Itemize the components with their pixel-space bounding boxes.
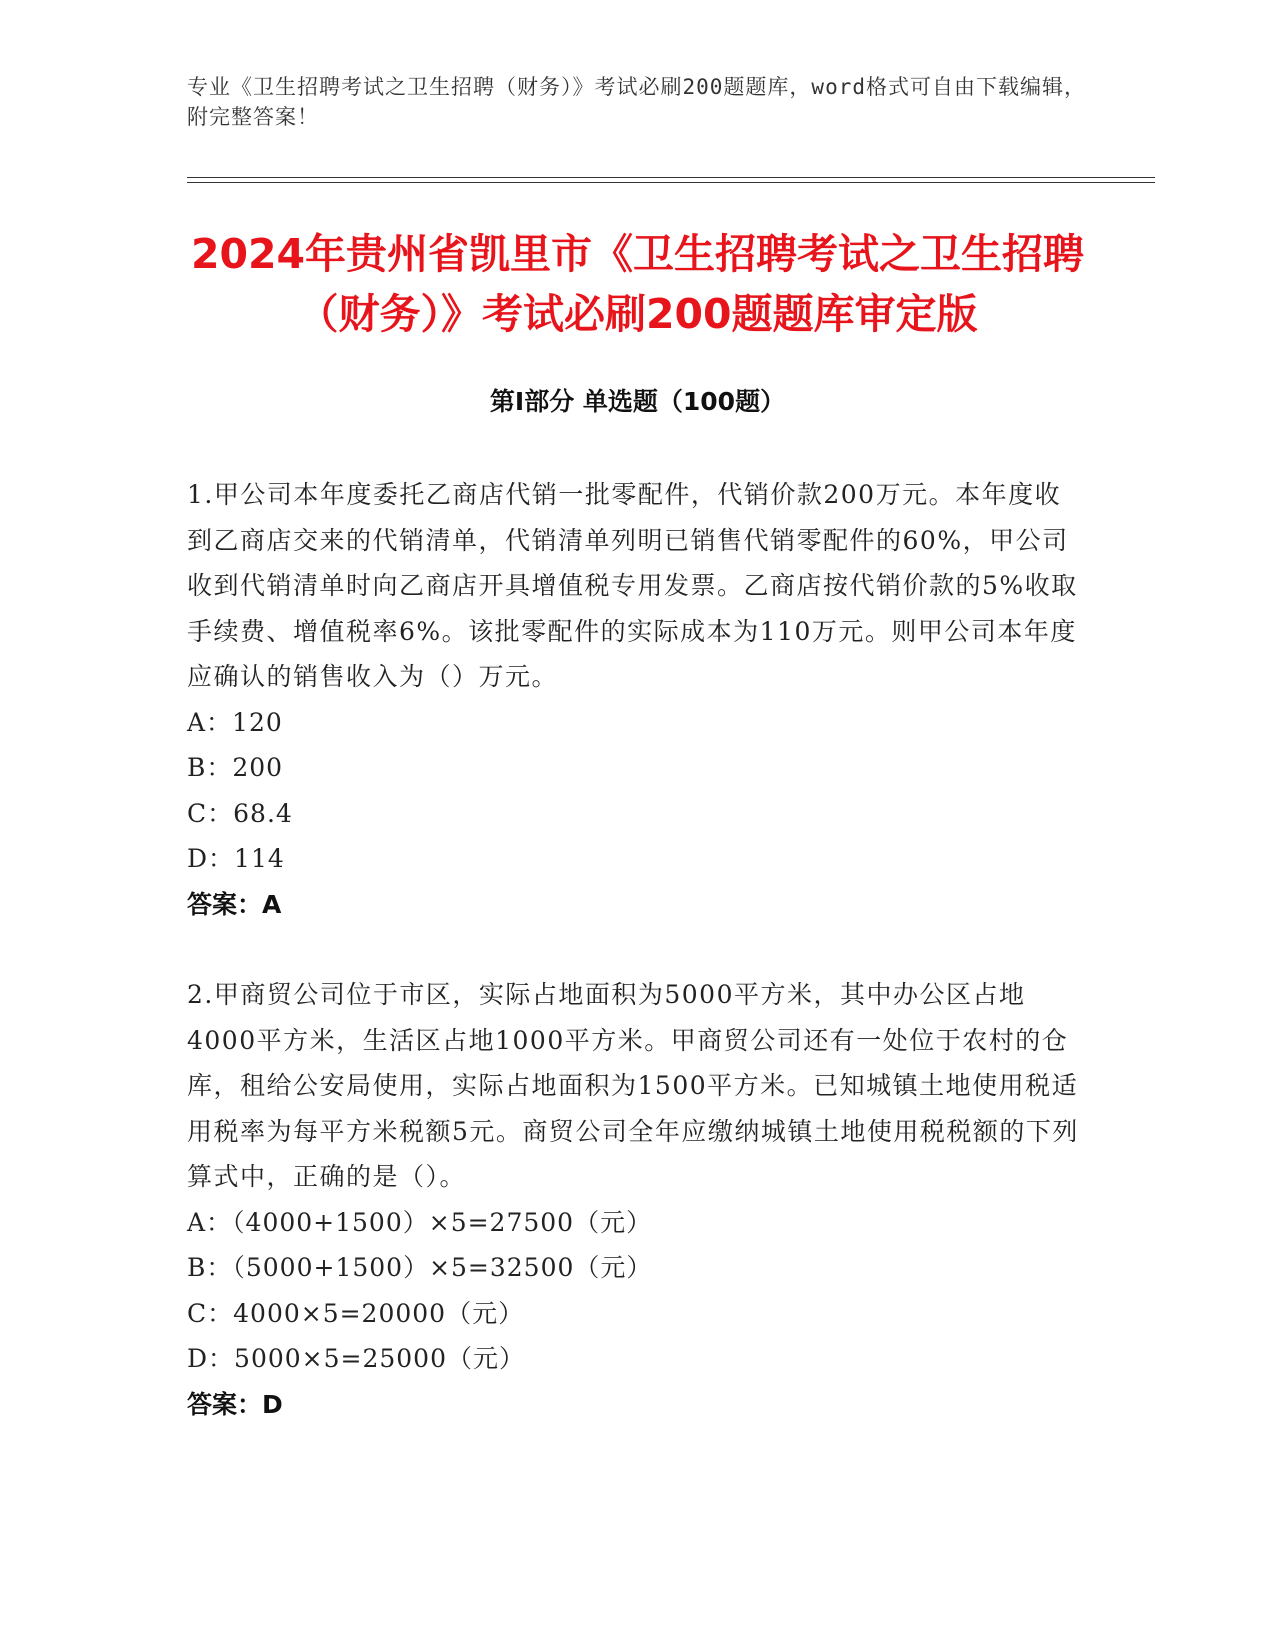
question-stem: 2.甲商贸公司位于市区，实际占地面积为5000平方米，其中办公区占地4000平方米，生活区占地1000平方米。甲商贸公司还有一处位于农村的仓库，租给公安局使用，实际占地面积为1500平方米。已知城镇土地使用税适用税率为每平方米税额5元。商贸公司全年应缴纳城镇土地使用税税额的下列算式中，正确的是（）。: [187, 980, 1079, 1191]
answer-label: 答案：D: [187, 1389, 283, 1419]
option-a: A：120: [187, 707, 283, 737]
header-note: 专业《卫生招聘考试之卫生招聘（财务）》考试必刷200题题库，word格式可自由下载编辑，附完整答案！: [187, 75, 1086, 129]
option-c: C：68.4: [187, 798, 293, 828]
option-d: D：5000×5=25000（元）: [187, 1344, 525, 1373]
header-rule-bottom: [187, 182, 1155, 183]
document-title: 2024年贵州省凯里市《卫生招聘考试之卫生招聘（财务）》考试必刷200题题库审定版: [190, 230, 1085, 338]
question-stem: 1.甲公司本年度委托乙商店代销一批零配件，代销价款200万元。本年度收到乙商店交来的代销清单，代销清单列明已销售代销零配件的60%，甲公司收到代销清单时向乙商店开具增值税专用发票。乙商店按代销价款的5%收取手续费、增值税率6%。该批零配件的实际成本为110万元。则甲公司本年度应确认的销售收入为（）万元。: [187, 480, 1078, 691]
question-2: [187, 972, 1087, 1427]
option-b: B：200: [187, 753, 284, 782]
section-title: 第Ⅰ部分 单选题（100题）: [489, 387, 786, 416]
option-b: B：（5000+1500）×5=32500（元）: [187, 1253, 653, 1282]
option-d: D：114: [187, 844, 285, 873]
question-1: [187, 472, 1087, 927]
option-c: C：4000×5=20000（元）: [187, 1298, 525, 1328]
answer-label: 答案：A: [187, 889, 282, 919]
header-rule-top: [187, 177, 1155, 178]
option-a: A：（4000+1500）×5=27500（元）: [187, 1207, 653, 1237]
